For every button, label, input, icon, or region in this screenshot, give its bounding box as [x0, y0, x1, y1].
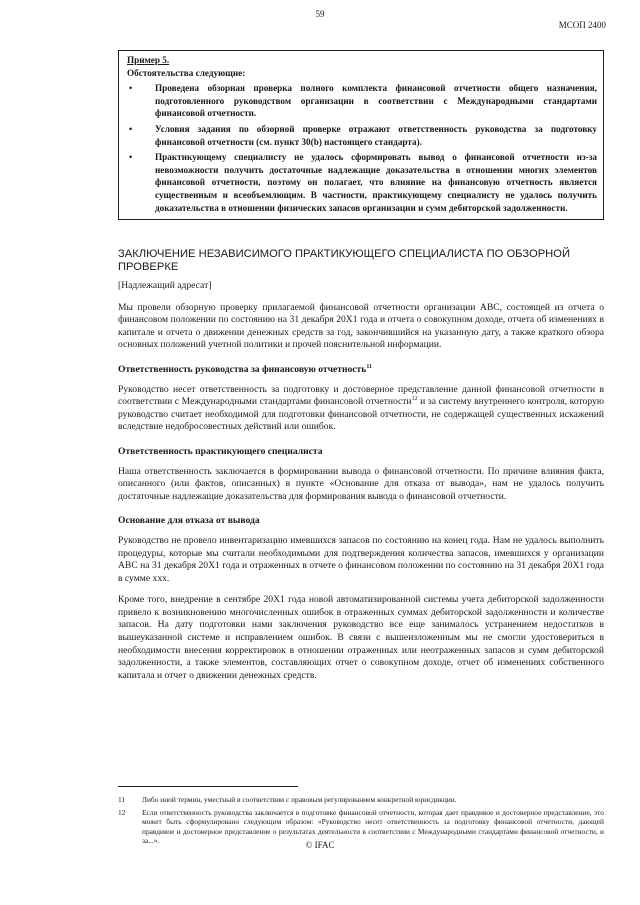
example-box — [118, 50, 604, 220]
practitioner-responsibility-paragraph: Наша ответственность заключается в формировании вывода о финансовой отчетности. По причине влияния факта, описанного (или фактов, описанных) в пункте «Основание для отказа от вывода», нам не удалось получить достаточные надлежащие доказательства для формирования вывода о финансовой отчетности. — [118, 465, 604, 502]
bullet-icon: • — [129, 123, 133, 134]
copyright: © IFAC — [305, 840, 335, 850]
bullet-icon: • — [129, 152, 133, 163]
footnote — [118, 795, 604, 804]
basis-heading: Основание для отказа от вывода — [118, 515, 260, 527]
management-responsibility-heading — [118, 364, 604, 377]
basis-paragraph-1: Руководство не провело инвентаризацию имевшихся запасов по состоянию на конец года. Нам не удалось выполнить процедуры, которые мы считали необходимыми для подтверждения количества запасов, имевшихся у организации АВС на 31 декабря 20X1 года и отраженных в отчете о финансовом положении по состоянию на 31 декабря 20X1 года в сумме ххх. — [118, 534, 604, 584]
footnote-text: Либо иной термин, уместный в соответствии с правовым регулированием конкретной юрисдикции. — [142, 795, 457, 804]
intro-paragraph: Мы провели обзорную проверку прилагаемой финансовой отчетности организации АВС, состоящей из отчета о финансовом положении по состоянию на 31 декабря 20X1 года и отчета о совокупном доходе, отчета об изменениях в капитале и отчета о движении денежных средств за год, закончившийся на указанную дату, а также краткого обзора основных положений учетной политики и прочей пояснительной информации. — [118, 301, 604, 351]
footnote-divider — [118, 786, 298, 787]
example-bullet — [127, 151, 597, 214]
footnote-number: 12 — [118, 808, 126, 818]
example-title: Пример 5. — [127, 55, 170, 65]
example-bullet-text: Практикующему специалисту не удалось сформировать вывод о финансовой отчетности из-за невозможности получить достаточные надлежащие доказательства в отношении многих элементов финансовой отчетности, поэтому он полагает, что влияние на финансовую отчетность является существенным и всеобъемлющим. В частности, практикующему специалисту не удалось получить доказательства в отношении физических запасов организации и сумм дебиторской задолженности. — [155, 152, 597, 213]
footnote-text: Если ответственность руководства заключается в подготовке финансовой отчетности, которая дает правдивое и достоверное представление, это может быть сформулировано следующим образом: «Руководство несет ответственность за подготовку финансовой отчетности, дающей правдивое и достоверное представление о результатах деятельности в соответствии с Международными стандартами финансовой отчетности, и за...». — [142, 808, 604, 845]
management-para-part1: Руководство несет ответственность за подготовку и достоверное представление данной финансовой отчетности в соответствии с Международными стандартами финансовой отчетности — [118, 383, 604, 408]
report-body — [118, 248, 604, 691]
bullet-icon: • — [129, 83, 133, 94]
management-responsibility-paragraph — [118, 384, 604, 434]
standard-code: МСОП 2400 — [558, 20, 606, 30]
management-heading-text: Ответственность руководства за финансовую отчетность — [118, 363, 367, 375]
management-para-part2: и за систему внутреннего контроля, которую руководство считает необходимой для подготовки финансовой отчетности, не содержащей существенных искажений вследствие недобросовестных действий или ошибок. — [118, 396, 604, 433]
example-bullet — [127, 82, 597, 120]
example-intro: Обстоятельства следующие: — [127, 67, 246, 78]
footnote-ref-12: 12 — [411, 395, 418, 402]
example-bullet-text: Условия задания по обзорной проверке отражают ответственность руководства за подготовку финансовой отчетности (см. пункт 30(b) настоящего стандарта). — [155, 123, 597, 147]
addressee: [Надлежащий адресат] — [118, 280, 212, 291]
page-number: 59 — [315, 9, 325, 19]
report-heading: ЗАКЛЮЧЕНИЕ НЕЗАВИСИМОГО ПРАКТИКУЮЩЕГО СПЕЦИАЛИСТА ПО ОБЗОРНОЙ ПРОВЕРКЕ — [118, 248, 570, 273]
basis-paragraph-2: Кроме того, внедрение в сентябре 20X1 года новой автоматизированной системы учета дебиторской задолженности привело к возникновению многочисленных ошибок в отраженных суммах дебиторской задолженности и количестве запасов. На дату подготовки нами заключения руководство все еще занималось устранением недостатков в вышеуказанной системе и исправлением ошибок. В связи с вышеизложенным мы не смогли удостовериться в необходимости внесения корректировок в отношении отраженных или неотраженных запасов и сумм дебиторской задолженности, а также элементов, составляющих отчет о совокупном доходе, отчет об изменениях собственного капитала и отчет о движении денежных средств. — [118, 594, 604, 681]
footnote-number: 11 — [118, 795, 126, 804]
footnote-ref-11: 11 — [366, 363, 373, 370]
example-bullet-text: Проведена обзорная проверка полного комплекта финансовой отчетности общего назначения, подготовленного руководством организации в соответствии с Международными стандартами финансовой отчетности. — [155, 83, 597, 119]
practitioner-responsibility-heading: Ответственность практикующего специалиста — [118, 445, 323, 457]
example-bullet — [127, 123, 597, 148]
